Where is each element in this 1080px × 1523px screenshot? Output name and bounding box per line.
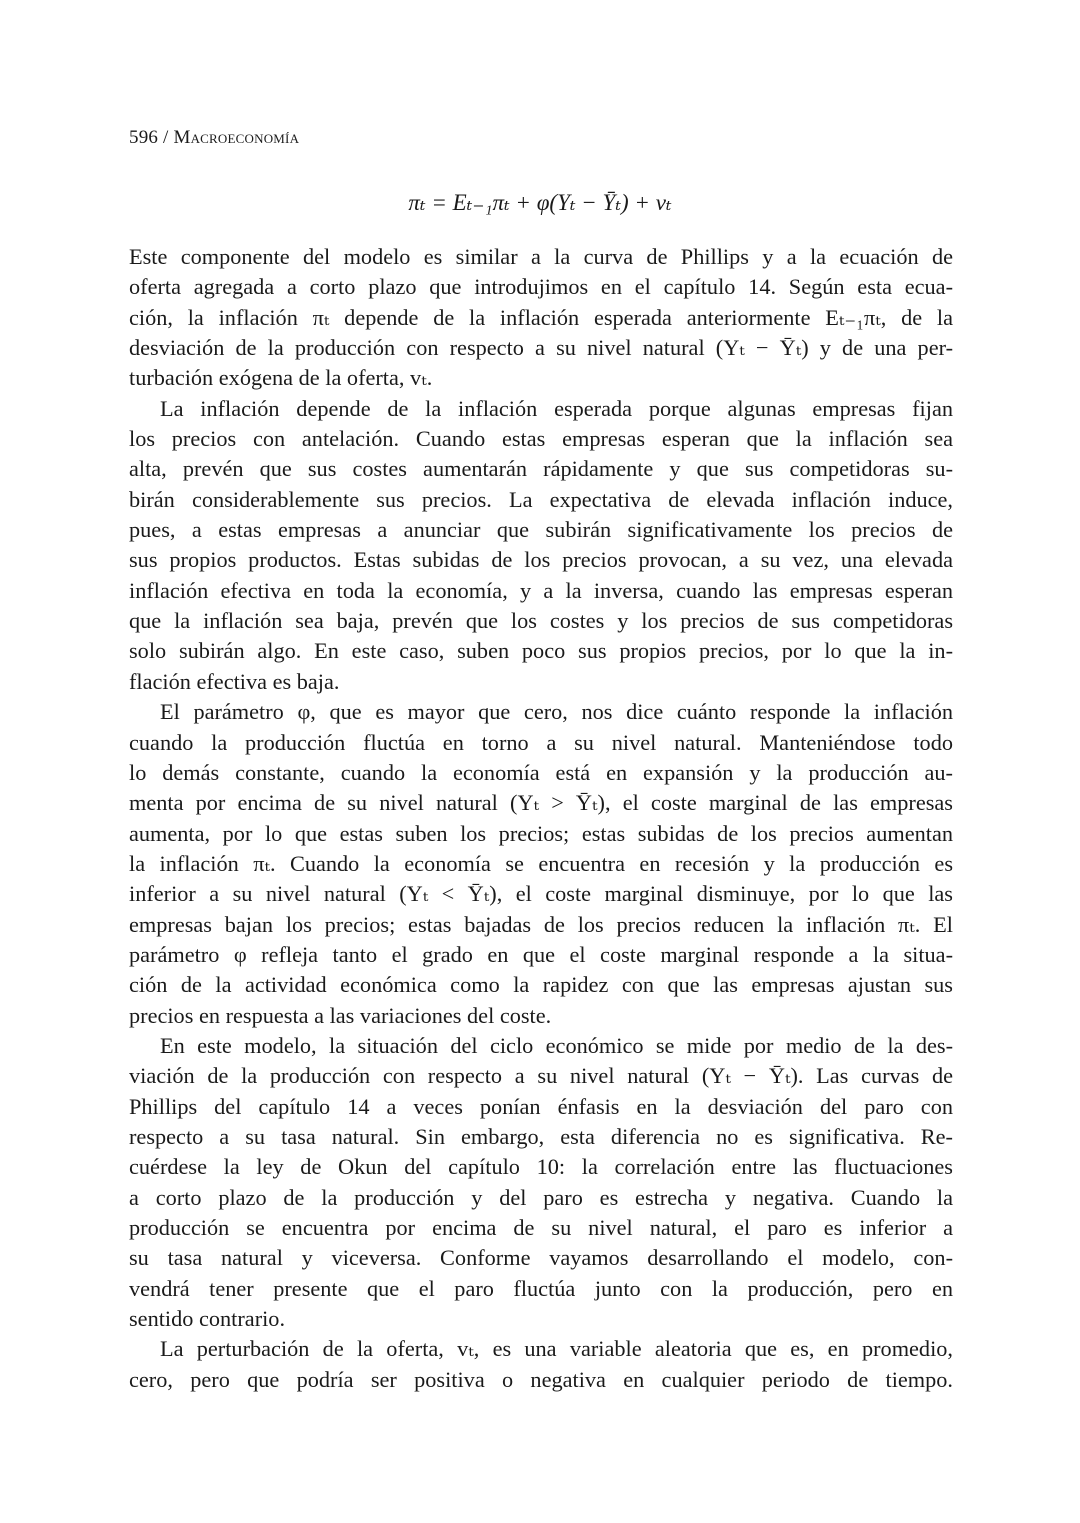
- text-line: inferior a su nivel natural (Yₜ < Ȳₜ), el coste marginal disminuye, por lo que las: [129, 881, 953, 907]
- text-line: inflación efectiva en toda la economía, y a la inversa, cuando las empresas esperan: [129, 577, 953, 603]
- text-line: Phillips del capítulo 14 a veces ponían énfasis en la desviación del paro con: [129, 1093, 953, 1119]
- text-line: producción se encuentra por encima de su nivel natural, el paro es inferior a: [129, 1215, 953, 1240]
- text-line: menta por encima de su nivel natural (Yₜ > Ȳₜ), el coste marginal de las empresas: [129, 790, 953, 816]
- text-line: respecto a su tasa natural. Sin embargo, esta diferencia no es significativa. Re-: [129, 1123, 953, 1149]
- phillips-equation: πₜ = Eₜ₋₁πₜ + φ(Yₜ − Ȳₜ) + vₜ: [408, 190, 672, 215]
- book-title: Macroeconomía: [173, 127, 300, 148]
- header-separator: /: [158, 127, 174, 148]
- text-line: Este componente del modelo es similar a la curva de Phillips y a la ecuación de: [129, 244, 953, 269]
- text-line: aumenta, por lo que estas suben los precios; estas subidas de los precios aumentan: [129, 820, 953, 846]
- text-line: su tasa natural y viceversa. Conforme vayamos desarrollando el modelo, con-: [129, 1245, 953, 1271]
- running-header: [129, 127, 299, 149]
- body-text: [129, 242, 953, 1395]
- text-line: a corto plazo de la producción y del paro es estrecha y negativa. Cuando la: [129, 1184, 953, 1210]
- text-line: oferta agregada a corto plazo que introdujimos en el capítulo 14. Según esta ecua-: [129, 274, 953, 300]
- text-line: lo demás constante, cuando la economía está en expansión y la producción au-: [129, 759, 953, 785]
- text-line: alta, prevén que sus costes aumentarán rápidamente y que sus competidoras su-: [129, 456, 953, 482]
- text-line: parámetro φ refleja tanto el grado en que el coste marginal responde a la situa-: [129, 941, 953, 967]
- text-line: birán considerablemente sus precios. La expectativa de elevada inflación induce,: [129, 486, 953, 512]
- page-number: 596: [129, 127, 159, 148]
- text-line: El parámetro φ, que es mayor que cero, nos dice cuánto responde la inflación: [160, 699, 953, 725]
- text-line: flación efectiva es baja.: [129, 668, 340, 694]
- text-line: vendrá tener presente que el paro fluctúa junto con la producción, pero en: [129, 1275, 953, 1301]
- text-line: viación de la producción con respecto a su nivel natural (Yₜ − Ȳₜ). Las curvas de: [129, 1063, 953, 1089]
- text-line: empresas bajan los precios; estas bajadas de los precios reducen la inflación πₜ. El: [129, 911, 953, 937]
- text-line: cuando la producción fluctúa en torno a su nivel natural. Manteniéndose todo: [129, 729, 953, 755]
- text-line: los precios con antelación. Cuando estas empresas esperan que la inflación sea: [129, 426, 953, 452]
- text-line: desviación de la producción con respecto a su nivel natural (Yₜ − Ȳₜ) y de una per-: [129, 335, 953, 361]
- text-line: sus propios productos. Estas subidas de los precios provocan, a su vez, una elevada: [129, 547, 953, 573]
- text-line: turbación exógena de la oferta, vₜ.: [129, 365, 433, 391]
- text-line: que la inflación sea baja, prevén que los costes y los precios de sus competidoras: [129, 608, 953, 634]
- text-line: ción, la inflación πₜ depende de la inflación esperada anteriormente Eₜ₋₁πₜ, de la: [129, 304, 953, 330]
- text-line: la inflación πₜ. Cuando la economía se encuentra en recesión y la producción es: [129, 850, 953, 876]
- text-line: solo subirán algo. En este caso, suben poco sus propios precios, por lo que la in-: [129, 638, 953, 664]
- text-line: sentido contrario.: [129, 1306, 286, 1332]
- text-line: precios en respuesta a las variaciones del coste.: [129, 1002, 552, 1028]
- text-line: En este modelo, la situación del ciclo económico se mide por medio de la des-: [160, 1032, 953, 1058]
- text-line: La inflación depende de la inflación esperada porque algunas empresas fijan: [160, 395, 953, 421]
- text-line: pues, a estas empresas a anunciar que subirán significativamente los precios de: [129, 517, 953, 543]
- text-line: cero, pero que podría ser positiva o negativa en cualquier periodo de tiempo.: [129, 1366, 953, 1392]
- text-line: La perturbación de la oferta, vₜ, es una variable aleatoria que es, en promedio,: [160, 1336, 953, 1362]
- text-line: ción de la actividad económica como la rapidez con que las empresas ajustan sus: [129, 972, 953, 998]
- text-line: cuérdese la ley de Okun del capítulo 10: la correlación entre las fluctuaciones: [129, 1154, 953, 1180]
